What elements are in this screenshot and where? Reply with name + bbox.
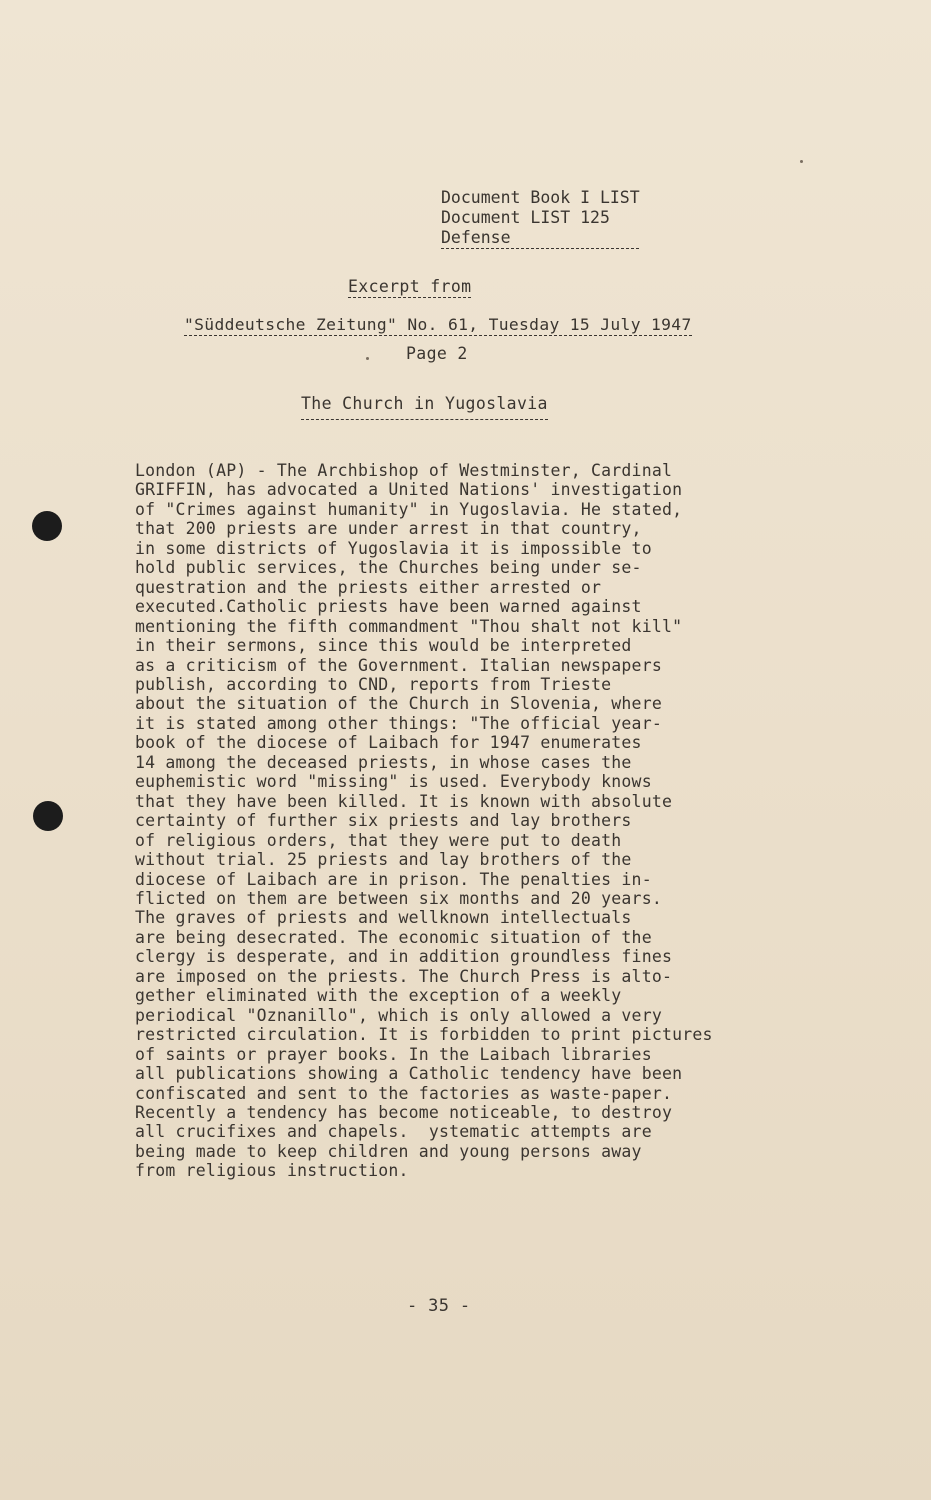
header-doc-number: Document LIST 125 (441, 208, 610, 227)
header-book: Document Book I LIST (441, 188, 640, 207)
body-line: are imposed on the priests. The Church Press is alto- (135, 966, 673, 986)
header-defense (441, 228, 639, 247)
page-reference: Page 2 (406, 344, 468, 363)
speck (800, 160, 803, 163)
article-title (301, 394, 548, 413)
body-line: all crucifixes and chapels. ystematic attempts are (135, 1122, 652, 1142)
body-line: are being desecrated. The economic situation of the (135, 927, 652, 947)
body-line: gether eliminated with the exception of a weekly (135, 986, 622, 1006)
body-line: as a criticism of the Government. Italian newspapers (135, 655, 662, 675)
body-line: book of the diocese of Laibach for 1947 enumerates (135, 733, 642, 753)
body-line: London (AP) - The Archbishop of Westminster, Cardinal (135, 461, 673, 480)
body-line: euphemistic word "missing" is used. Everybody knows (135, 772, 652, 792)
body-line: mentioning the fifth commandment "Thou shalt not kill" (135, 616, 683, 636)
header-defense-label: Defense (441, 228, 639, 249)
body-line: of "Crimes against humanity" in Yugoslavia. He stated, (135, 499, 683, 519)
excerpt-label-text: Excerpt from (348, 277, 472, 296)
body-line: questration and the priests either arrested or (135, 577, 602, 597)
body-line: flicted on them are between six months and 20 years. (135, 888, 662, 908)
body-line: about the situation of the Church in Slovenia, where (135, 694, 662, 714)
body-line: clergy is desperate, and in addition groundless fines (135, 947, 673, 967)
body-line: that they have been killed. It is known with absolute (135, 791, 673, 811)
body-line: that 200 priests are under arrest in that country, (135, 519, 642, 539)
body-line: certainty of further six priests and lay brothers (135, 811, 632, 831)
source-line-text: "Süddeutsche Zeitung" No. 61, Tuesday 15 July 1947 (184, 315, 692, 334)
body-line: from religious instruction. (135, 1161, 409, 1181)
body-line: in their sermons, since this would be interpreted (135, 636, 632, 656)
source-line (184, 315, 692, 334)
body-line: GRIFFIN, has advocated a United Nations' investigation (135, 480, 683, 500)
body-line: The graves of priests and wellknown intellectuals (135, 908, 632, 928)
excerpt-label (348, 277, 471, 296)
binder-hole-bottom (33, 801, 63, 831)
body-line: confiscated and sent to the factories as waste-paper. (135, 1083, 673, 1103)
body-line: restricted circulation. It is forbidden to print pictures (135, 1025, 713, 1045)
speck (366, 357, 369, 360)
body-line: 14 among the deceased priests, in whose cases the (135, 752, 632, 772)
body-line: periodical "Oznanillo", which is only allowed a very (135, 1005, 662, 1025)
article-body (135, 461, 835, 1181)
article-title-text: The Church in Yugoslavia (301, 394, 548, 420)
body-line: diocese of Laibach are in prison. The penalties in- (135, 869, 652, 889)
body-line: hold public services, the Churches being under se- (135, 558, 642, 578)
body-line: Recently a tendency has become noticeable, to destroy (135, 1102, 673, 1122)
body-line: without trial. 25 priests and lay brothers of the (135, 850, 632, 870)
body-line: executed.Catholic priests have been warned against (135, 597, 642, 617)
body-line: all publications showing a Catholic tendency have been (135, 1064, 683, 1084)
binder-hole-top (32, 511, 62, 541)
body-line: of religious orders, that they were put to death (135, 830, 622, 850)
body-line: publish, according to CND, reports from Trieste (135, 674, 612, 694)
page-number: - 35 - (407, 1296, 471, 1316)
body-line: being made to keep children and young persons away (135, 1141, 642, 1161)
body-line: in some districts of Yugoslavia it is impossible to (135, 538, 652, 558)
body-line: it is stated among other things: "The official year- (135, 713, 662, 733)
body-line: of saints or prayer books. In the Laibach libraries (135, 1044, 652, 1064)
